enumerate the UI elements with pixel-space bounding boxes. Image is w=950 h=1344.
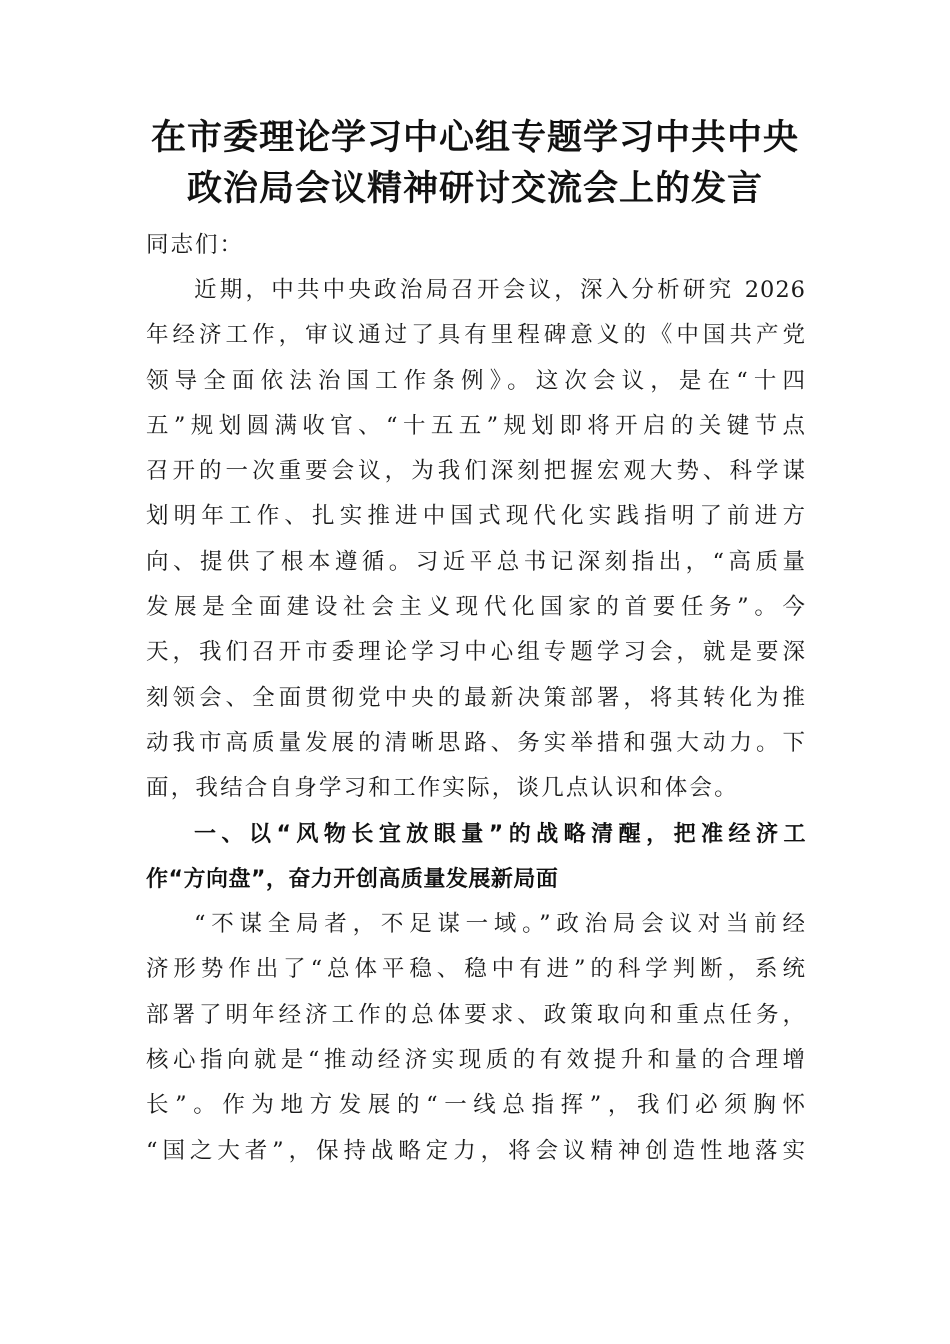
paragraph-line: 刻领会、全面贯彻党中央的最新决策部署，将其转化为推	[146, 684, 806, 711]
title-line-1: 在市委理论学习中心组专题学习中共中央	[150, 117, 799, 158]
heading-line: 作“方向盘”，奋力开创高质量发展新局面	[146, 866, 559, 892]
paragraph-line: 划明年工作、扎实推进中国式现代化实践指明了前进方	[146, 503, 806, 530]
paragraph-line: 核心指向就是“推动经济实现质的有效提升和量的合理增	[146, 1047, 806, 1074]
paragraph-line: 面，我结合自身学习和工作实际，谈几点认识和体会。	[146, 775, 739, 802]
paragraph-line: 向、提供了根本遵循。习近平总书记深刻指出，“高质量	[146, 548, 806, 575]
heading-line: 一、以“风物长宜放眼量”的战略清醒，把准经济工	[194, 821, 806, 847]
paragraph-line: 领导全面依法治国工作条例》。这次会议，是在“十四	[146, 367, 806, 394]
paragraph-line: 天，我们召开市委理论学习中心组专题学习会，就是要深	[146, 639, 806, 666]
paragraph-line: 五”规划圆满收官、“十五五”规划即将开启的关键节点	[146, 412, 806, 439]
paragraph-line: 长”。作为地方发展的“一线总指挥”，我们必须胸怀	[146, 1092, 806, 1119]
paragraph-1	[146, 268, 806, 812]
paragraph-line: “国之大者”，保持战略定力，将会议精神创造性地落实	[146, 1137, 806, 1164]
paragraph-line: 年经济工作，审议通过了具有里程碑意义的《中国共产党	[146, 322, 806, 349]
section-heading-1	[146, 812, 806, 903]
greeting: 同志们：	[146, 232, 245, 258]
paragraph-line: 部署了明年经济工作的总体要求、政策取向和重点任务，	[146, 1001, 806, 1028]
paragraph-line: 近期，中共中央政治局召开会议，深入分析研究 2026	[194, 277, 806, 303]
paragraph-line: 发展是全面建设社会主义现代化国家的首要任务”。今	[146, 594, 806, 621]
paragraph-line: 动我市高质量发展的清晰思路、务实举措和强大动力。下	[146, 729, 806, 756]
paragraph-line: “不谋全局者，不足谋一域。”政治局会议对当前经	[194, 911, 806, 938]
paragraph-line: 召开的一次重要会议，为我们深刻把握宏观大势、科学谋	[146, 458, 806, 485]
paragraph-2	[146, 902, 806, 1174]
title-line-2: 政治局会议精神研讨交流会上的发言	[186, 168, 763, 209]
paragraph-line: 济形势作出了“总体平稳、稳中有进”的科学判断，系统	[146, 956, 806, 983]
document-body	[146, 222, 806, 1174]
document-title	[120, 112, 830, 214]
